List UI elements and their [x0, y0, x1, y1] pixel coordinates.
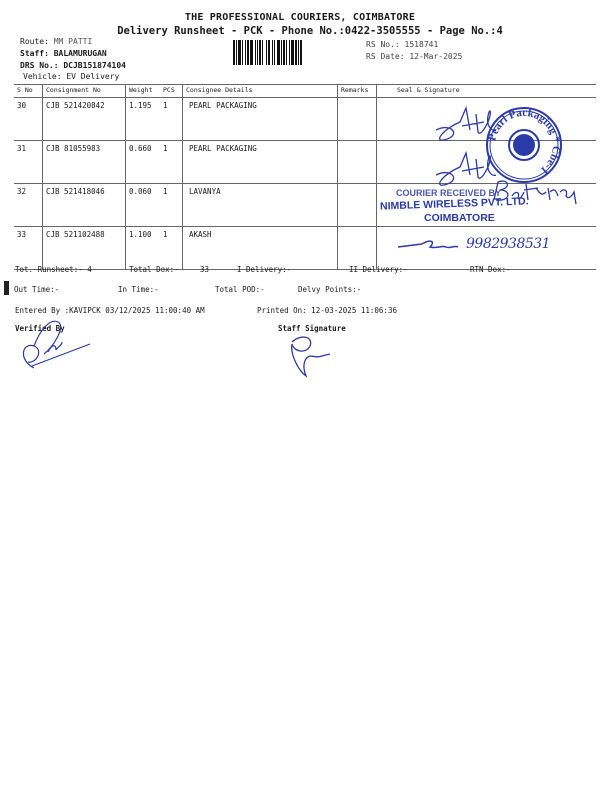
- staff-signature-label: Staff Signature: [278, 324, 346, 333]
- staff-signature: [284, 334, 344, 380]
- cell-consignee: AKASH: [183, 227, 338, 270]
- staff-value: BALAMURUGAN: [53, 49, 107, 58]
- col-consignment: Consignment No: [43, 85, 126, 98]
- rs-no-field: [366, 40, 438, 49]
- barcode: [233, 40, 351, 65]
- cell-consignee: PEARL PACKAGING: [183, 98, 338, 141]
- receipt-stamp-line2: NIMBLE WIRELESS PVT. LTD.: [379, 195, 529, 213]
- cell-sno: 33: [14, 227, 43, 270]
- rs-no-value: 1518741: [404, 40, 439, 49]
- barcode-gap: [302, 40, 303, 65]
- printed-on: Printed On: 12-03-2025 11:06:36: [257, 306, 397, 315]
- cell-sno: 31: [14, 141, 43, 184]
- receipt-stamp-line1: COURIER RECEIVED BY: [396, 188, 502, 198]
- col-pcs: PCS: [160, 85, 183, 98]
- cell-pcs: 1: [160, 141, 183, 184]
- cell-sno: 32: [14, 184, 43, 227]
- cell-pcs: 1: [160, 184, 183, 227]
- cell-consignment: CJB 521418046: [43, 184, 126, 227]
- total-dox-value: 33: [200, 265, 210, 274]
- rtn-dox: RTN Dox:-: [470, 265, 511, 274]
- i-delivery: I Delivery:-: [237, 265, 292, 274]
- drs-label: DRS No.:: [20, 61, 59, 70]
- cell-remarks: [338, 184, 377, 227]
- col-sno: S No: [14, 85, 43, 98]
- ii-delivery: II Delivery:-: [349, 265, 408, 274]
- seal-text: Pearl Packaging * Cbe-1: [486, 106, 563, 177]
- out-time: Out Time:-: [14, 285, 60, 294]
- cell-remarks: [338, 227, 377, 270]
- col-consignee: Consignee Details: [183, 85, 338, 98]
- route-field: [20, 37, 92, 46]
- verified-by-label: Verified By: [15, 324, 65, 333]
- cell-weight: 0.660: [126, 141, 161, 184]
- total-pod: Total POD:-: [215, 285, 265, 294]
- company-title: THE PROFESSIONAL COURIERS, COIMBATORE: [184, 12, 416, 23]
- cell-consignment: CJB 521102488: [43, 227, 126, 270]
- cell-consignee: LAVANYA: [183, 184, 338, 227]
- drs-field: [20, 61, 126, 70]
- total-runsheet: Tot. Runsheet:- 4: [15, 265, 92, 274]
- staff-label: Staff:: [20, 49, 49, 58]
- cell-consignee: PEARL PACKAGING: [183, 141, 338, 184]
- cell-weight: 1.100: [126, 227, 161, 270]
- vehicle-label: Vehicle:: [23, 72, 62, 81]
- cell-pcs: 1: [160, 98, 183, 141]
- entered-by: Entered By :KAVIPCK 03/12/2025 11:00:40 AM: [15, 306, 205, 315]
- rs-date-label: RS Date:: [366, 52, 405, 61]
- vehicle-field: [23, 72, 119, 81]
- col-seal-signature: Seal & Signature: [377, 85, 597, 98]
- cell-consignment: CJB 81055983: [43, 141, 126, 184]
- verified-by-signature: [14, 316, 94, 372]
- route-label: Route:: [20, 37, 49, 46]
- punch-mark: [4, 281, 9, 295]
- cell-consignment: CJB 521420842: [43, 98, 126, 141]
- rs-date-value: 12-Mar-2025: [409, 52, 463, 61]
- col-weight: Weight: [126, 85, 161, 98]
- runsheet-subtitle: Delivery Runsheet - PCK - Phone No.:0422-3505555 - Page No.:4: [117, 25, 503, 37]
- cell-sno: 30: [14, 98, 43, 141]
- in-time: In Time:-: [118, 285, 159, 294]
- cell-remarks: [338, 141, 377, 184]
- delvy-points: Delvy Points:-: [298, 285, 362, 294]
- vehicle-value: EV Delivery: [66, 72, 120, 81]
- cell-pcs: 1: [160, 227, 183, 270]
- staff-field: [20, 49, 107, 58]
- cell-remarks: [338, 98, 377, 141]
- route-value: MM PATTI: [53, 37, 93, 46]
- pearl-packaging-seal: [484, 106, 564, 184]
- receiver-signature: [490, 178, 590, 208]
- cell-weight: 0.060: [126, 184, 161, 227]
- handwritten-phone: 9982938531: [466, 236, 551, 252]
- rs-date-field: [366, 52, 462, 61]
- table-header-row: [14, 85, 596, 98]
- receipt-stamp-line3: COIMBATORE: [424, 212, 495, 224]
- col-remarks: Remarks: [338, 85, 377, 98]
- cell-weight: 1.195: [126, 98, 161, 141]
- drs-value: DCJB151874104: [63, 61, 126, 70]
- rs-no-label: RS No.:: [366, 40, 400, 49]
- total-dox-label: Total Dox:-: [129, 265, 179, 274]
